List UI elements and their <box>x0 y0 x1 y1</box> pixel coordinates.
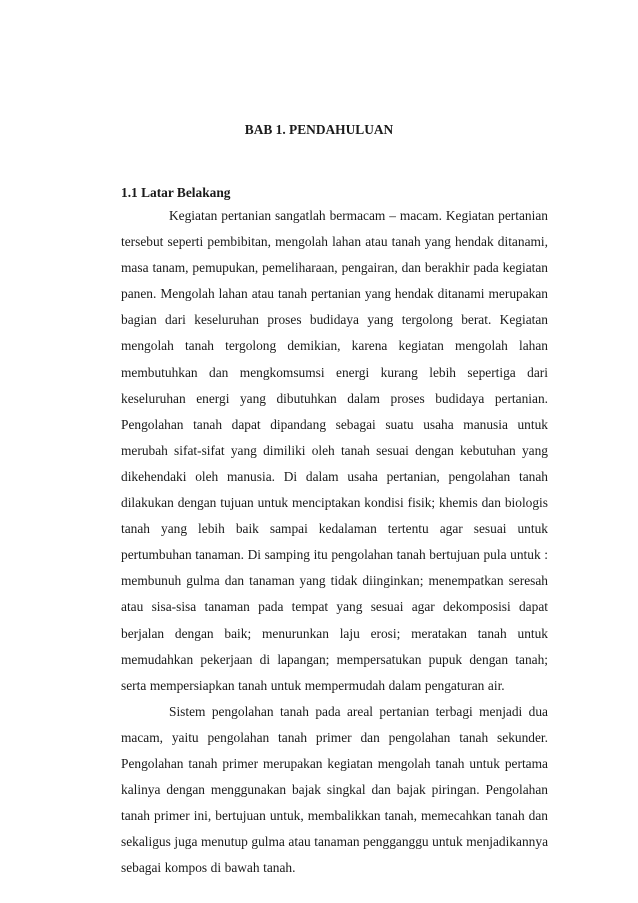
paragraph-1: Kegiatan pertanian sangatlah bermacam – macam. Kegiatan pertanian tersebut seperti pembibitan, mengolah lahan atau tanah yang hendak ditanami, masa tanam, pemupukan, pemeliharaan, pengairan, dan berakhir pada kegiatan panen. Mengolah lahan atau tanah pertanian yang hendak ditanami merupakan bagian dari keseluruhan proses budidaya yang tergolong berat. Kegiatan mengolah tanah tergolong demikian, karena kegiatan mengolah lahan membutuhkan dan mengkomsumsi energi kurang lebih sepertiga dari keseluruhan energi yang dibutuhkan dalam proses budidaya pertanian. Pengolahan tanah dapat dipandang sebagai suatu usaha manusia untuk merubah sifat-sifat yang dimiliki oleh tanah sesuai dengan kebutuhan yang dikehendaki oleh manusia. Di dalam usaha pertanian, pengolahan tanah dilakukan dengan tujuan untuk menciptakan kondisi fisik; khemis dan biologis tanah yang lebih baik sampai kedalaman tertentu agar sesuai untuk pertumbuhan tanaman. Di samping itu pengolahan tanah bertujuan pula untuk : membunuh gulma dan tanaman yang tidak diinginkan; menempatkan seresah atau sisa-sisa tanaman pada tempat yang sesuai agar dekomposisi dapat berjalan dengan baik; menurunkan laju erosi; meratakan tanah untuk memudahkan pekerjaan di lapangan; mempersatukan pupuk dengan tanah; serta mempersiapkan tanah untuk mempermudah dalam pengaturan air. <box>121 208 548 693</box>
section-title: 1.1 Latar Belakang <box>121 185 231 200</box>
body-text <box>121 203 548 881</box>
paragraph-2: Sistem pengolahan tanah pada areal pertanian terbagi menjadi dua macam, yaitu pengolahan tanah primer dan pengolahan tanah sekunder. Pengolahan tanah primer merupakan kegiatan mengolah tanah untuk pertama kalinya dengan menggunakan bajak singkal dan bajak piringan. Pengolahan tanah primer ini, bertujuan untuk, membalikkan tanah, memecahkan tanah dan sekaligus juga menutup gulma atau tanaman pengganggu untuk menjadikannya sebagai kompos di bawah tanah. <box>121 703 549 876</box>
chapter-title: BAB 1. PENDAHULUAN <box>244 122 394 137</box>
